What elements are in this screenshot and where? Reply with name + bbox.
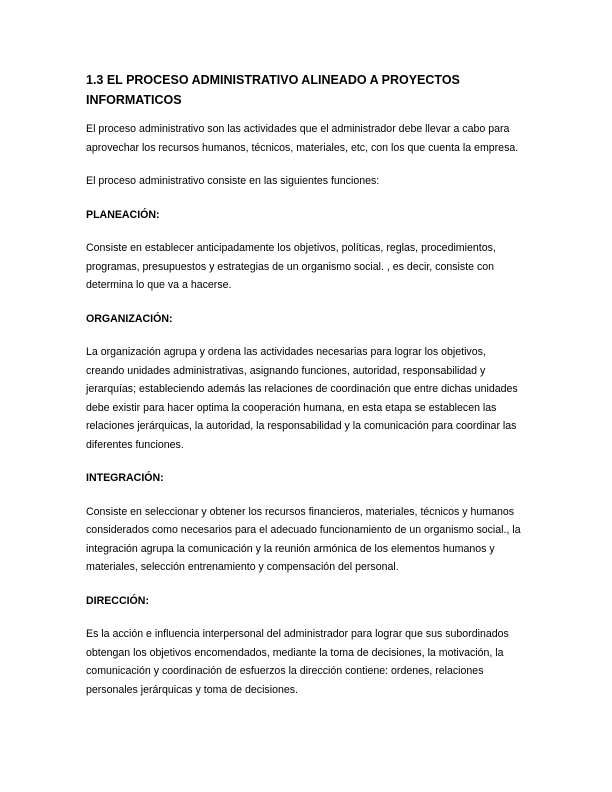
- section-heading-integracion: INTEGRACIÓN:: [86, 472, 164, 484]
- section-body-planeacion: Consiste en establecer anticipadamente los objetivos, políticas, reglas, procedimientos, programas, presupuestos y estrategias de un organismo social. , es decir, consiste con determina lo que va a hacerse.: [86, 242, 496, 291]
- intro-paragraph: El proceso administrativo son las actividades que el administrador debe llevar a cabo para aprovechar los recursos humanos, técnicos, materiales, etc, con los que cuenta la empresa.: [86, 123, 519, 154]
- section-heading-organizacion: ORGANIZACIÓN:: [86, 312, 173, 325]
- section-body-direccion: Es la acción e influencia interpersonal del administrador para lograr que sus subordinados obtengan los objetivos encomendados, mediante la toma de decisiones, la motivación, la comunicación y coordinación de esfuerzos la dirección contiene: ordenes, relaciones personales jerárquicas y toma de decisiones.: [86, 628, 509, 696]
- section-heading-direccion: DIRECCIÓN:: [86, 594, 149, 607]
- section-body-integracion: Consiste en seleccionar y obtener los recursos financieros, materiales, técnicos y humanos considerados como necesarios para el adecuado funcionamiento de un organismo social., la integración agrupa la comunicación y la reunión armónica de los elementos humanos y materiales, selección entrenamiento y compensación del personal.: [86, 505, 521, 573]
- functions-intro-paragraph: El proceso administrativo consiste en las siguientes funciones:: [86, 175, 380, 187]
- document-page: [86, 70, 526, 714]
- section-heading-planeacion: PLANEACIÓN:: [86, 208, 160, 221]
- document-title: 1.3 EL PROCESO ADMINISTRATIVO ALINEADO A PROYECTOS INFORMATICOS: [86, 73, 460, 107]
- section-body-organizacion: La organización agrupa y ordena las actividades necesarias para lograr los objetivos, creando unidades administrativas, asignando funciones, autoridad, responsabilidad y jerarquías; estableciendo además las relaciones de coordinación que entre dichas unidades debe existir para hacer optima la cooperación humana, en esta etapa se establecen las relaciones jerárquicas, la autoridad, la responsabilidad y la comunicación para coordinar las diferentes funciones.: [86, 346, 518, 451]
